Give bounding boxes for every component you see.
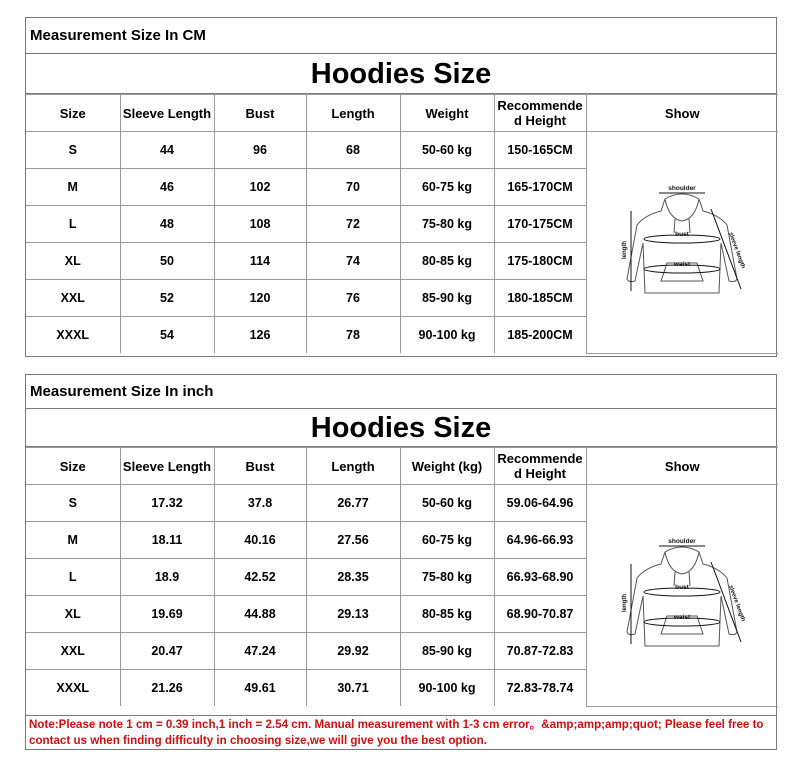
- show-cell: [586, 485, 778, 707]
- size-cell: S: [26, 132, 120, 169]
- value-cell: 185-200CM: [494, 317, 586, 354]
- value-cell: 27.56: [306, 522, 400, 559]
- value-cell: 75-80 kg: [400, 559, 494, 596]
- value-cell: 44: [120, 132, 214, 169]
- diagram-waist-label: waist: [674, 613, 691, 621]
- value-cell: 60-75 kg: [400, 522, 494, 559]
- inch-header-cell: Show: [586, 448, 778, 485]
- value-cell: 18.9: [120, 559, 214, 596]
- cm-header-cell: Recommende d Height: [494, 95, 586, 132]
- value-cell: 59.06-64.96: [494, 485, 586, 522]
- cm-caption: Measurement Size In CM: [26, 18, 776, 54]
- cm-header-cell: Size: [26, 95, 120, 132]
- diagram-shoulder-label: shoulder: [668, 537, 696, 545]
- diagram-length-label: length: [622, 593, 629, 612]
- value-cell: 96: [214, 132, 306, 169]
- show-cell: [586, 132, 778, 354]
- value-cell: 70.87-72.83: [494, 633, 586, 670]
- value-cell: 78: [306, 317, 400, 354]
- size-cell: XL: [26, 243, 120, 280]
- size-cell: L: [26, 559, 120, 596]
- diagram-bust-label: bust: [675, 583, 690, 591]
- value-cell: 47.24: [214, 633, 306, 670]
- inch-header-cell: Length: [306, 448, 400, 485]
- value-cell: 60-75 kg: [400, 169, 494, 206]
- cm-size-chart: [25, 17, 777, 357]
- value-cell: 170-175CM: [494, 206, 586, 243]
- value-cell: 90-100 kg: [400, 670, 494, 707]
- table-row: [26, 485, 778, 522]
- value-cell: 150-165CM: [494, 132, 586, 169]
- size-cell: S: [26, 485, 120, 522]
- cm-title: Hoodies Size: [26, 54, 776, 94]
- value-cell: 175-180CM: [494, 243, 586, 280]
- value-cell: 165-170CM: [494, 169, 586, 206]
- value-cell: 64.96-66.93: [494, 522, 586, 559]
- value-cell: 76: [306, 280, 400, 317]
- note-text: Note:Please note 1 cm = 0.39 inch,1 inch = 2.54 cm. Manual measurement with 1-3 cm error。&amp;amp;amp;quot; Please feel free to contact us when finding difficulty in choosing size,we will give you the best option.: [25, 716, 777, 750]
- inch-table: [26, 447, 778, 707]
- size-cell: XXL: [26, 633, 120, 670]
- diagram-bust-label: bust: [675, 230, 690, 238]
- value-cell: 19.69: [120, 596, 214, 633]
- inch-title: Hoodies Size: [26, 409, 776, 447]
- size-cell: XXL: [26, 280, 120, 317]
- value-cell: 74: [306, 243, 400, 280]
- value-cell: 126: [214, 317, 306, 354]
- value-cell: 120: [214, 280, 306, 317]
- value-cell: 114: [214, 243, 306, 280]
- inch-body: [26, 485, 778, 707]
- cm-table: [26, 94, 778, 354]
- value-cell: 20.47: [120, 633, 214, 670]
- value-cell: 66.93-68.90: [494, 559, 586, 596]
- value-cell: 50-60 kg: [400, 132, 494, 169]
- inch-header-row: [26, 448, 778, 485]
- value-cell: 21.26: [120, 670, 214, 707]
- value-cell: 48: [120, 206, 214, 243]
- cm-header-cell: Length: [306, 95, 400, 132]
- inch-header-cell: Size: [26, 448, 120, 485]
- value-cell: 90-100 kg: [400, 317, 494, 354]
- value-cell: 42.52: [214, 559, 306, 596]
- size-cell: M: [26, 522, 120, 559]
- value-cell: 52: [120, 280, 214, 317]
- value-cell: 54: [120, 317, 214, 354]
- value-cell: 80-85 kg: [400, 243, 494, 280]
- value-cell: 108: [214, 206, 306, 243]
- size-cell: XXXL: [26, 317, 120, 354]
- cm-header-row: [26, 95, 778, 132]
- value-cell: 46: [120, 169, 214, 206]
- diagram-waist-label: waist: [674, 260, 691, 268]
- hoodie-measure-diagram: [607, 181, 757, 301]
- value-cell: 28.35: [306, 559, 400, 596]
- value-cell: 26.77: [306, 485, 400, 522]
- cm-body: [26, 132, 778, 354]
- inch-header-cell: Bust: [214, 448, 306, 485]
- value-cell: 29.92: [306, 633, 400, 670]
- value-cell: 68: [306, 132, 400, 169]
- value-cell: 30.71: [306, 670, 400, 707]
- value-cell: 49.61: [214, 670, 306, 707]
- size-cell: L: [26, 206, 120, 243]
- value-cell: 72: [306, 206, 400, 243]
- diagram-length-label: length: [622, 240, 629, 259]
- size-cell: M: [26, 169, 120, 206]
- value-cell: 80-85 kg: [400, 596, 494, 633]
- value-cell: 70: [306, 169, 400, 206]
- inch-header-cell: Weight (kg): [400, 448, 494, 485]
- hoodie-measure-diagram: [607, 534, 757, 654]
- inch-header-cell: Recommende d Height: [494, 448, 586, 485]
- cm-header-cell: Show: [586, 95, 778, 132]
- inch-header-cell: Sleeve Length: [120, 448, 214, 485]
- diagram-shoulder-label: shoulder: [668, 184, 696, 192]
- inch-size-chart: [25, 374, 777, 716]
- table-row: [26, 132, 778, 169]
- cm-header-cell: Sleeve Length: [120, 95, 214, 132]
- value-cell: 29.13: [306, 596, 400, 633]
- value-cell: 17.32: [120, 485, 214, 522]
- value-cell: 40.16: [214, 522, 306, 559]
- size-cell: XL: [26, 596, 120, 633]
- diagram-sleeve-label: sleeve length: [727, 584, 747, 623]
- value-cell: 85-90 kg: [400, 280, 494, 317]
- value-cell: 50-60 kg: [400, 485, 494, 522]
- cm-header-cell: Bust: [214, 95, 306, 132]
- value-cell: 75-80 kg: [400, 206, 494, 243]
- size-cell: XXXL: [26, 670, 120, 707]
- diagram-sleeve-label: sleeve length: [727, 231, 747, 270]
- cm-header-cell: Weight: [400, 95, 494, 132]
- value-cell: 72.83-78.74: [494, 670, 586, 707]
- value-cell: 180-185CM: [494, 280, 586, 317]
- inch-caption: Measurement Size In inch: [26, 375, 776, 409]
- value-cell: 50: [120, 243, 214, 280]
- value-cell: 37.8: [214, 485, 306, 522]
- value-cell: 68.90-70.87: [494, 596, 586, 633]
- value-cell: 18.11: [120, 522, 214, 559]
- value-cell: 102: [214, 169, 306, 206]
- value-cell: 85-90 kg: [400, 633, 494, 670]
- value-cell: 44.88: [214, 596, 306, 633]
